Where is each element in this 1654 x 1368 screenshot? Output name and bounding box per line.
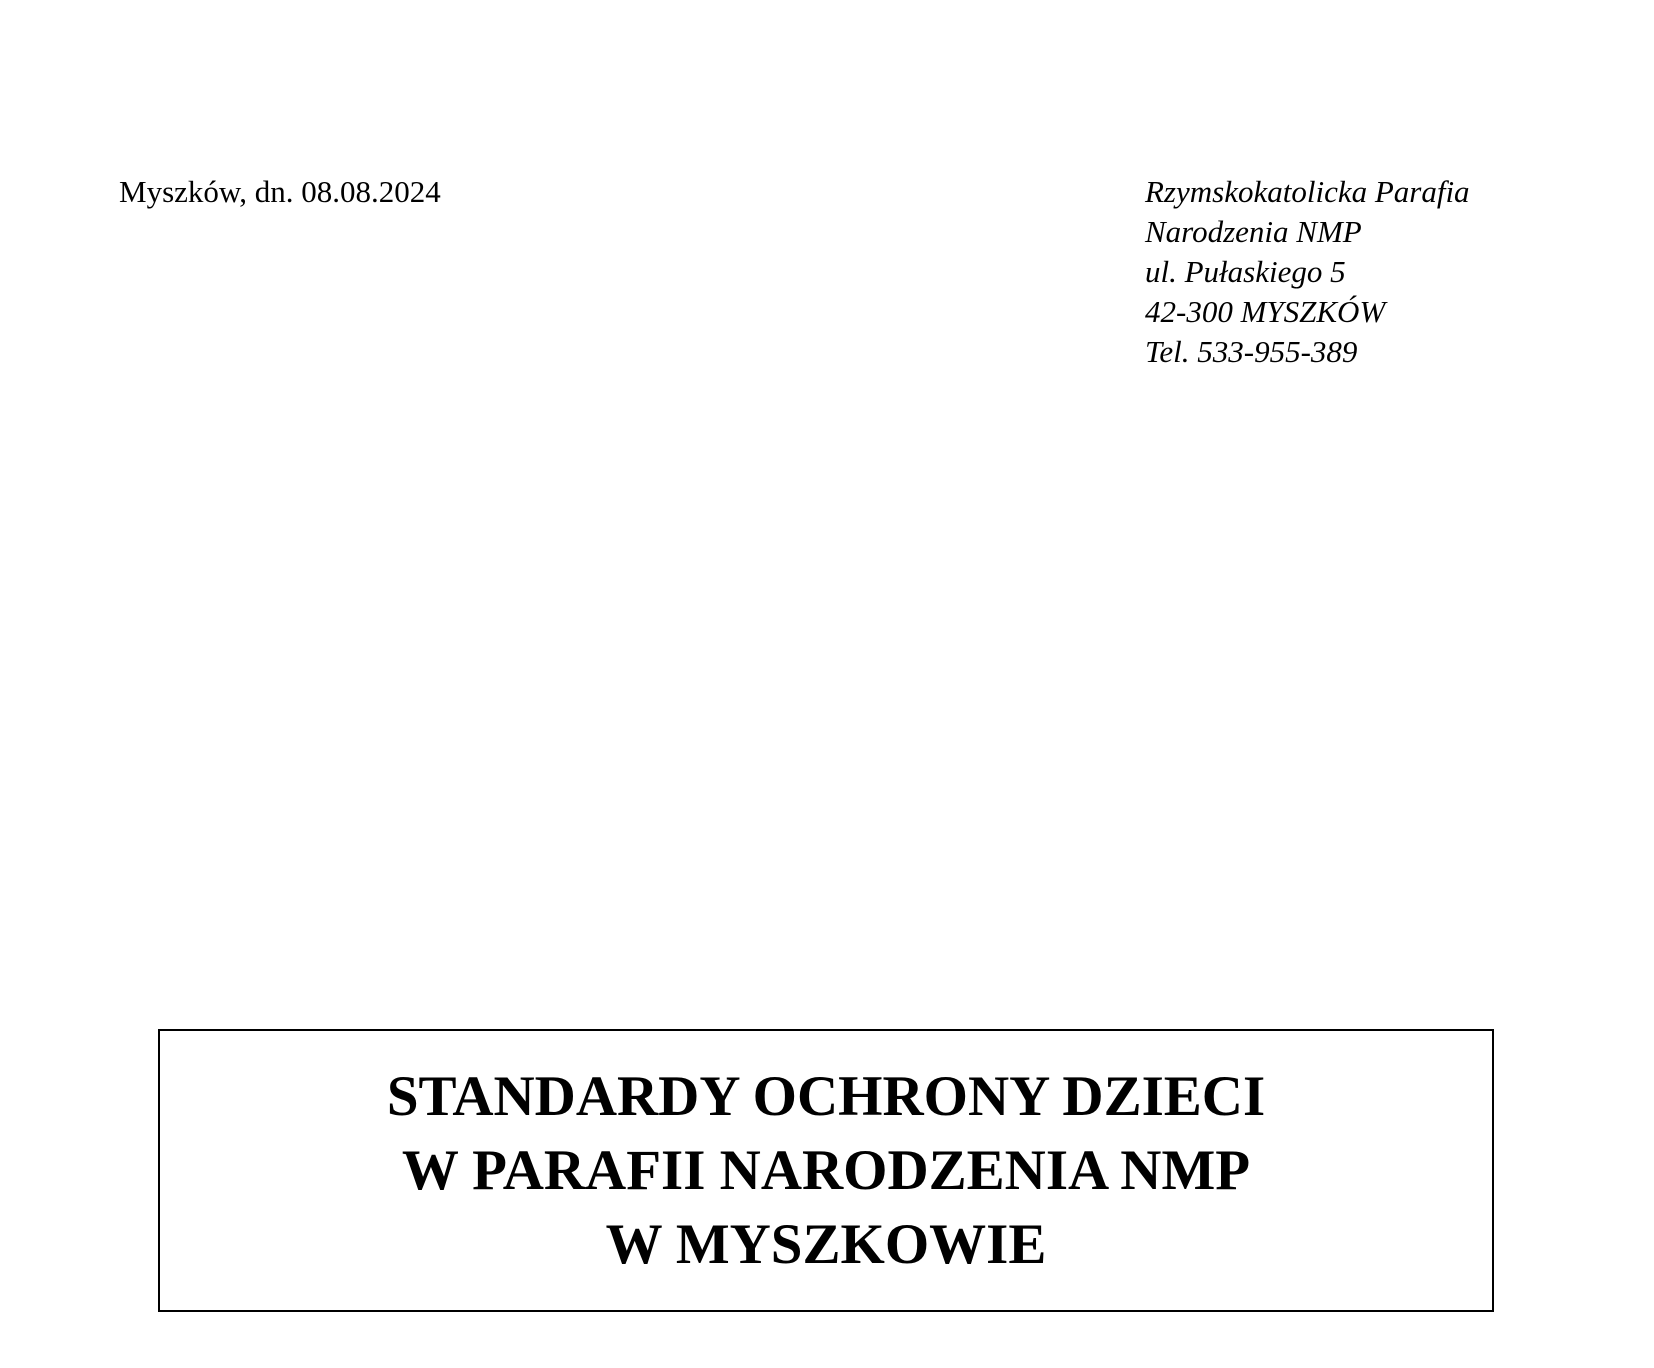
title-line-3: W MYSZKOWIE xyxy=(605,1212,1047,1276)
address-line-parish-name: Narodzenia NMP xyxy=(1145,214,1362,249)
document-title-box xyxy=(158,1029,1494,1312)
address-line-postal-city: 42-300 MYSZKÓW xyxy=(1145,294,1386,329)
address-line-parish: Rzymskokatolicka Parafia xyxy=(1145,174,1470,209)
address-line-street: ul. Pułaskiego 5 xyxy=(1145,254,1346,289)
title-line-1: STANDARDY OCHRONY DZIECI xyxy=(386,1064,1266,1128)
title-line-2: W PARAFII NARODZENIA NMP xyxy=(401,1138,1251,1202)
address-line-phone: Tel. 533-955-389 xyxy=(1145,334,1358,369)
place-date: Myszków, dn. 08.08.2024 xyxy=(119,174,441,209)
sender-address xyxy=(1145,172,1470,372)
